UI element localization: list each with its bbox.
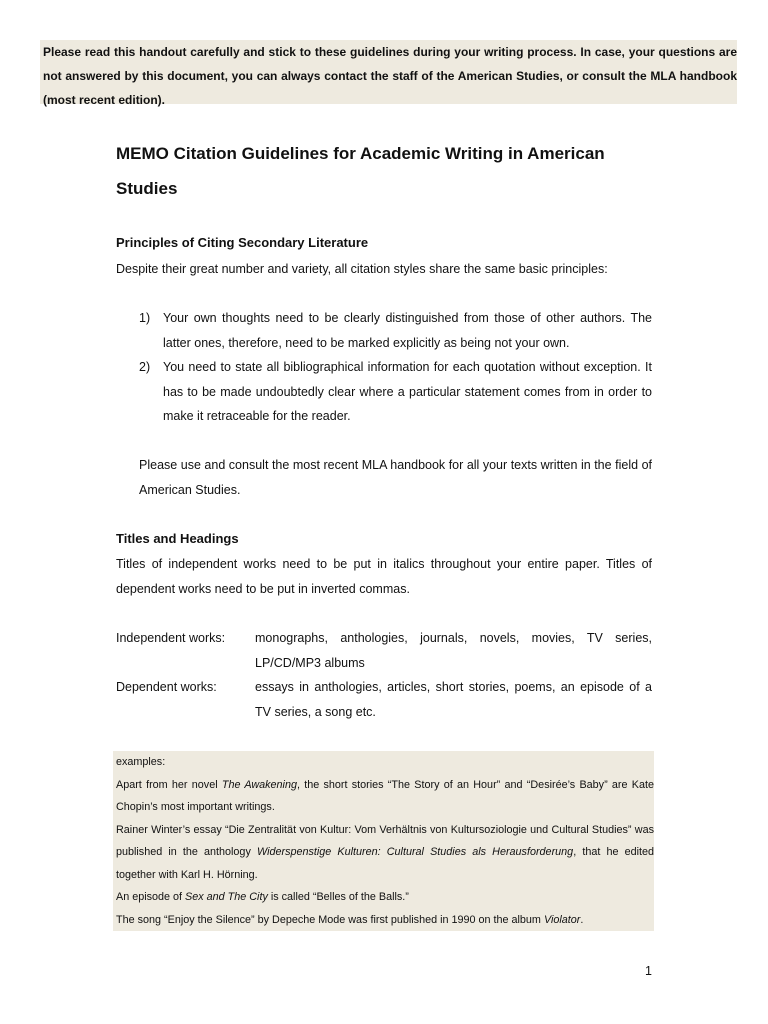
- definition-term: Independent works:: [116, 631, 226, 645]
- example-item: Rainer Winter’s essay “Die Zentralität von Kultur: Vom Verhältnis von Kultursoziologie und Cultural Studies” was published in the anthology Widerspenstige Kulturen: Cultural Studies als Herausforderung, that he edited together with Karl H. Hörning.: [116, 823, 655, 881]
- section-intro-principles: Despite their great number and variety, all citation styles share the same basic principles:: [116, 262, 608, 276]
- example-item: Apart from her novel The Awakening, the short stories “The Story of an Hour” and “Desirée’s Baby” are Kate Chopin’s most important writings.: [116, 778, 654, 813]
- dependent-works-definition: [116, 675, 652, 724]
- mla-note: Please use and consult the most recent MLA handbook for all your texts written in the field of American Studies.: [139, 458, 652, 497]
- page-number: 1: [645, 964, 652, 978]
- page-title: MEMO Citation Guidelines for Academic Writing in American Studies: [116, 144, 605, 198]
- examples-label: examples:: [116, 756, 166, 768]
- example-item: An episode of Sex and The City is called “Belles of the Balls.”: [116, 891, 409, 903]
- notice-box: [40, 40, 737, 107]
- list-item-text: You need to state all bibliographical information for each quotation without exception. It has to be made undoubtedly clear where a particular statement comes from in order to make it retraceable for the reader.: [163, 360, 652, 423]
- section-heading-principles: Principles of Citing Secondary Literature: [116, 235, 369, 250]
- definition-description: essays in anthologies, articles, short stories, poems, an episode of a TV series, a song etc.: [255, 680, 652, 719]
- list-item: [139, 306, 652, 355]
- list-number: 1): [139, 311, 151, 325]
- independent-works-definition: [116, 626, 652, 675]
- definition-description: monographs, anthologies, journals, novels, movies, TV series, LP/CD/MP3 albums: [255, 631, 652, 670]
- section-heading-titles: Titles and Headings: [116, 531, 239, 546]
- section-intro-titles: Titles of independent works need to be put in italics throughout your entire paper. Titles of dependent works need to be put in inverted commas.: [116, 557, 652, 596]
- example-item: The song “Enjoy the Silence” by Depeche Mode was first published in 1990 on the album Violator.: [116, 913, 584, 926]
- list-item: [139, 355, 652, 429]
- list-item-text: Your own thoughts need to be clearly distinguished from those of other authors. The latter ones, therefore, need to be marked explicitly as being not your own.: [163, 311, 652, 350]
- list-number: 2): [139, 360, 151, 374]
- principles-list: [139, 306, 652, 429]
- definition-term: Dependent works:: [116, 680, 217, 694]
- examples-box: [113, 751, 654, 931]
- notice-text: Please read this handout carefully and stick to these guidelines during your writing process. In case, your questions are not answered by this document, you can always contact the staff of the American Studies, or consult the MLA handbook (most recent edition).: [43, 45, 737, 107]
